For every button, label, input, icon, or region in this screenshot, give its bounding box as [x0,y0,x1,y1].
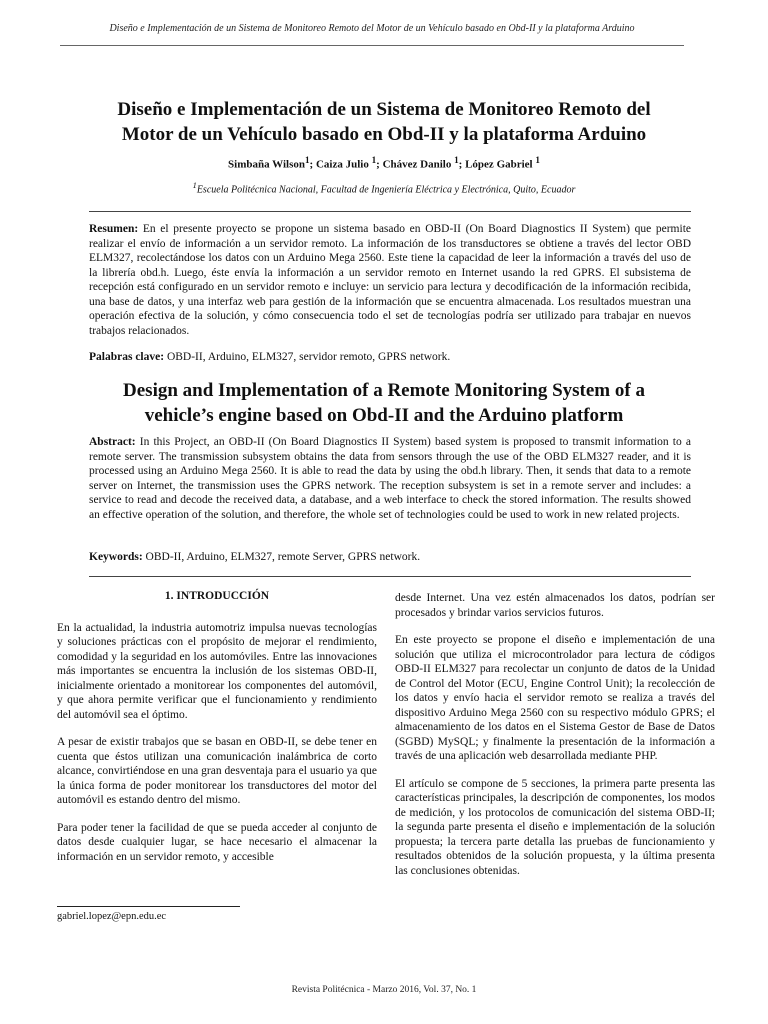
title-english-line-1: Design and Implementation of a Remote Monitoring System of a [123,380,645,401]
abstract-spanish-label: Resumen: [89,223,139,235]
keywords-spanish-label: Palabras clave: [89,351,165,363]
page-footer: Revista Politécnica - Marzo 2016, Vol. 37, No. 1 [291,985,477,995]
paragraph: En este proyecto se propone el diseño e implementación de una solución que utiliza el microcontrolador para lectura de códigos OBD-II ELM327 para recolectar un conjunto de datos de la Unidad de Control del Motor (ECU, Engine Control Unit); la recolección de los datos y envío hacia el servidor remoto se realiza a través del dispositivo Arduino Mega 2560 con su respectivo módulo GPRS; el almacenamiento de los datos en el Sistema Gestor de Base de Datos (SGBD) MySQL; y finalmente la presentación de la información a través de una aplicación web desarrollada mediante PHP. [395,634,715,762]
keywords-english [89,550,691,565]
author-name: Caiza Julio [315,158,369,171]
header-rule [60,45,684,46]
abstract-spanish-text: En el presente proyecto se propone un sistema basado en OBD-II (On Board Diagnostics II System) que permite realizar el envío de información a un servidor remoto. La información de los transductores se obtiene a través del lector OBD ELM327, recolectándose los datos con un Arduino Mega 2560. Este tiene la capacidad de leer la información a través del uso de la librería obd.h. Luego, éste envía la información a un servidor remoto en Internet usando la red GPRS. El subsistema de recepción está configurado en un servidor remoto e incluye: un servicio para lectura y decodificación de la información recibida, una base de datos, y una interfaz web para gestión de la información que se encuentra almacenada. Los resultados muestran una operación efectiva de la solución, y cómo consecuencia todo el set de tecnologías podría ser utilizado para trabajar en nuevos trabajos relacionados. [89,223,691,337]
footnote-rule [57,906,240,907]
abstract-english-label: Abstract: [89,436,136,448]
keywords-english-label: Keywords: [89,551,143,563]
title-spanish-line-2: Motor de un Vehículo basado en Obd-II y la plataforma Arduino [121,124,647,145]
author-sup: 1 [371,155,377,165]
paragraph: A pesar de existir trabajos que se basan en OBD-II, se debe tener en cuenta que éstos utilizan una comunicación inalámbrica de corto alcance, convirtiéndose en una gran desventaja para el usuario ya que la única forma de poder monitorear los transductores del motor del automóvil es estando dentro del mismo. [57,736,377,806]
title-english-line-2: vehicle’s engine based on Obd-II and the Arduino platform [144,405,624,426]
paragraph: El artículo se compone de 5 secciones, la primera parte presenta las características principales, la descripción de componentes, los modos de medición, y los protocolos de comunicación del sistema OBD-II; la segunda parte presenta el diseño e implementación de la solución propuesta; la tercera parte detalla las pruebas de funcionamiento y resultados obtenidos de la solución propuesta, y la última presenta las conclusiones obtenidas. [395,777,715,877]
running-header: Diseño e Implementación de un Sistema de Monitoreo Remoto del Motor de un Vehículo basado en Obd-II y la plataforma Arduino [109,23,635,34]
title-spanish-line-1: Diseño e Implementación de un Sistema de Monitoreo Remoto del [117,99,651,120]
author-name: Simbaña Wilson [228,158,305,171]
paragraph: En la actualidad, la industria automotriz impulsa nuevas tecnologías y soluciones prácticas con el propósito de mejorar el rendimiento, comodidad y la seguridad en los automóviles. Entre las innovaciones más importantes se encuentra la inclusión de los sistemas OBD-II, inicialmente orientado a monitorear los componentes del automóvil, y que ahora permite verificar que el funcionamiento y rendimiento del automóvil sea el óptimo. [57,621,377,721]
author-sup: 1 [304,155,310,165]
keywords-english-text: OBD-II, Arduino, ELM327, remote Server, GPRS network. [142,551,421,563]
title-english [60,378,708,428]
abstract-bottom-rule [89,576,691,577]
abstract-spanish [89,222,691,338]
abstract-english [89,435,691,522]
author-list: Simbaña Wilson$^1$; Caiza Julio $^1$; Chávez Danilo $^1$; López Gabriel $^1$ [228,155,540,171]
footnote-email: gabriel.lopez@epn.edu.ec [57,911,167,922]
author-sup: 1 [454,155,459,165]
author-sup: 1 [535,155,540,165]
affiliation-text: Escuela Politécnica Nacional, Facultad de Ingeniería Eléctrica y Electrónica, Quito, Ecuador [196,184,576,196]
keywords-spanish-text: OBD-II, Arduino, ELM327, servidor remoto, GPRS network. [164,351,451,363]
title-spanish [60,97,708,147]
abstract-english-text: In this Project, an OBD-II (On Board Diagnostics II System) based system is proposed to transmit information to a remote server. The transmission subsystem obtains the data from sensors through the use of the OBD ELM327 reader, and it is processed using an Arduino Mega 2560. It is able to read the data by using the obd.h library. Then, it sends that data to a remote server on Internet, the transmission uses the GPRS network. The reception subsystem is set in a remote server and includes: a service to read and decode the received data, a database, and a web interface to check the stored information. The results showed an effective operation of the solution, and therefore, the whole set of technologies could be used to work in new related projects. [89,436,691,521]
author-name: López Gabriel [465,158,533,171]
keywords-spanish [89,350,691,365]
section-heading: 1. INTRODUCCIÓN [164,590,270,602]
affiliation [60,181,708,195]
paragraph: desde Internet. Una vez estén almacenados los datos, podrían ser procesados y brindar varios servicios futuros. [395,592,715,619]
affiliation-sup: 1 [192,181,197,190]
body-column-left [57,589,377,877]
abstract-top-rule [89,211,691,212]
author-name: Chávez Danilo [382,158,452,171]
body-column-right [395,591,715,891]
paragraph: Para poder tener la facilidad de que se pueda acceder al conjunto de datos desde cualquier lugar, se hace necesario el almacenar la información en un servidor remoto, y accesible [57,821,377,863]
